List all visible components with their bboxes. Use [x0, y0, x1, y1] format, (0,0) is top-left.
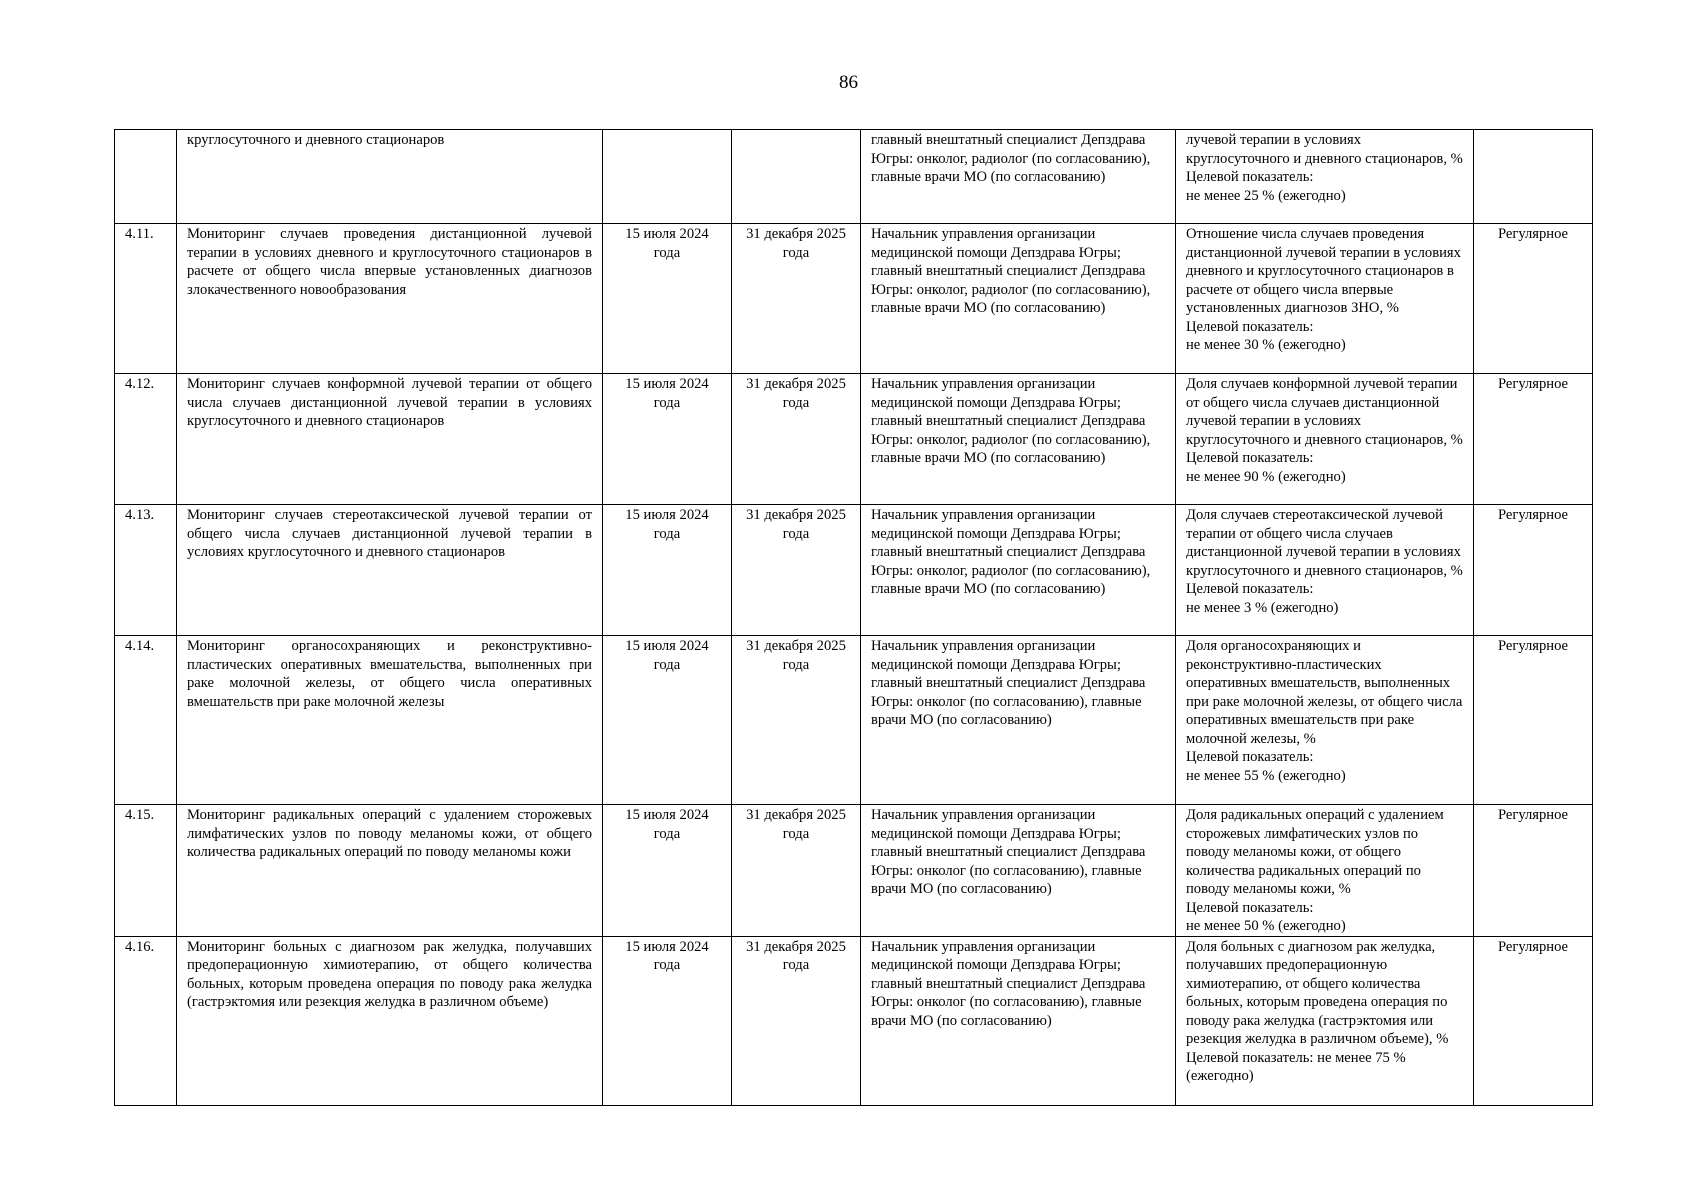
- event-type: [1474, 130, 1593, 224]
- end-date: 31 декабря 2025 года: [732, 636, 861, 805]
- task-description: Мониторинг больных с диагнозом рак желудка, получавших предоперационную химиотерапию, от общего количества больных, которым проведена операция по поводу рака желудка (гастрэктомия или резекция желудка в различном объеме): [177, 936, 603, 1105]
- responsible: Начальник управления организации медицинской помощи Депздрава Югры; главный внештатный специалист Депздрава Югры: онколог (по согласованию), главные врачи МО (по согласованию): [861, 936, 1176, 1105]
- task-description: Мониторинг случаев конформной лучевой терапии от общего числа случаев дистанционной лучевой терапии в условиях круглосуточного и дневного стационаров: [177, 374, 603, 505]
- responsible: Начальник управления организации медицинской помощи Депздрава Югры; главный внештатный специалист Депздрава Югры: онколог, радиолог (по согласованию), главные врачи МО (по согласованию): [861, 505, 1176, 636]
- event-type: Регулярное: [1474, 224, 1593, 374]
- start-date: 15 июля 2024 года: [603, 374, 732, 505]
- task-description: Мониторинг органосохраняющих и реконструктивно-пластических оперативных вмешательства, выполненных при раке молочной железы, от общего числа оперативных вмешательств при раке молочной железы: [177, 636, 603, 805]
- indicator-text: Доля больных с диагнозом рак желудка, получавших предоперационную химиотерапию, от общего количества больных, которым проведена операция по поводу рака желудка (гастрэктомия или резекция желудка в различном объеме), %: [1186, 938, 1449, 1047]
- indicator-target-value: не менее 30 % (ежегодно): [1186, 337, 1346, 353]
- indicator: [1176, 805, 1474, 937]
- indicator-target-label: Целевой показатель:: [1186, 450, 1314, 466]
- event-type: Регулярное: [1474, 374, 1593, 505]
- indicator-text: Доля органосохраняющих и реконструктивно-пластических оперативных вмешательств, выполненных при раке молочной железы, от общего числа оперативных вмешательств при раке молочной железы, %: [1186, 638, 1463, 747]
- indicator-text: Доля радикальных операций с удалением сторожевых лимфатических узлов по поводу меланомы кожи, от общего количества радикальных операций по поводу меланомы кожи, %: [1186, 807, 1444, 897]
- indicator: [1176, 505, 1474, 636]
- indicator-target-label: Целевой показатель:: [1186, 169, 1314, 185]
- end-date: [732, 130, 861, 224]
- action-plan-table: [114, 129, 1593, 1106]
- end-date: 31 декабря 2025 года: [732, 505, 861, 636]
- indicator-text: Доля случаев конформной лучевой терапии от общего числа случаев дистанционной лучевой терапии в условиях круглосуточного и дневного стационаров, %: [1186, 376, 1463, 448]
- row-number: 4.16.: [115, 936, 177, 1105]
- end-date: 31 декабря 2025 года: [732, 805, 861, 937]
- event-type: Регулярное: [1474, 805, 1593, 937]
- indicator-text: Доля случаев стереотаксической лучевой терапии от общего числа случаев дистанционной лучевой терапии в условиях круглосуточного и дневного стационаров, %: [1186, 507, 1463, 579]
- indicator-text: лучевой терапии в условиях круглосуточного и дневного стационаров, %: [1186, 132, 1463, 167]
- row-number: 4.14.: [115, 636, 177, 805]
- task-description: круглосуточного и дневного стационаров: [177, 130, 603, 224]
- event-type: Регулярное: [1474, 505, 1593, 636]
- indicator-target-value: не менее 55 % (ежегодно): [1186, 767, 1346, 784]
- start-date: 15 июля 2024 года: [603, 636, 732, 805]
- indicator: [1176, 374, 1474, 505]
- table-row: [115, 805, 1593, 937]
- table-body: [115, 130, 1593, 1106]
- indicator-target-value: не менее 90 % (ежегодно): [1186, 468, 1346, 485]
- indicator-target-value: не менее 3 % (ежегодно): [1186, 599, 1339, 616]
- row-number: [115, 130, 177, 224]
- table-row: [115, 224, 1593, 374]
- event-type: Регулярное: [1474, 636, 1593, 805]
- start-date: 15 июля 2024 года: [603, 936, 732, 1105]
- table-row: [115, 936, 1593, 1105]
- indicator-target-value: не менее 25 % (ежегодно): [1186, 187, 1346, 204]
- page-number: 86: [839, 72, 858, 93]
- responsible: Начальник управления организации медицинской помощи Депздрава Югры; главный внештатный специалист Депздрава Югры: онколог, радиолог (по согласованию), главные врачи МО (по согласованию): [861, 374, 1176, 505]
- start-date: 15 июля 2024 года: [603, 224, 732, 374]
- row-number: 4.11.: [115, 224, 177, 374]
- task-description: Мониторинг случаев проведения дистанционной лучевой терапии в условиях дневного и круглосуточного стационаров в расчете от общего числа впервые установленных диагнозов злокачественного новообразования: [177, 224, 603, 374]
- indicator-target-value: не менее 50 % (ежегодно): [1186, 918, 1346, 934]
- indicator-target-label: Целевой показатель:: [1186, 749, 1314, 765]
- responsible: Начальник управления организации медицинской помощи Депздрава Югры; главный внештатный специалист Депздрава Югры: онколог (по согласованию), главные врачи МО (по согласованию): [861, 805, 1176, 937]
- task-description: Мониторинг радикальных операций с удалением сторожевых лимфатических узлов по поводу меланомы кожи, от общего количества радикальных операций по поводу меланомы кожи: [177, 805, 603, 937]
- start-date: 15 июля 2024 года: [603, 505, 732, 636]
- indicator: [1176, 636, 1474, 805]
- responsible: Начальник управления организации медицинской помощи Депздрава Югры; главный внештатный специалист Депздрава Югры: онколог (по согласованию), главные врачи МО (по согласованию): [861, 636, 1176, 805]
- indicator-text: Отношение числа случаев проведения дистанционной лучевой терапии в условиях дневного и круглосуточного стационаров в расчете от общего числа впервые установленных диагнозов ЗНО, %: [1186, 226, 1461, 316]
- responsible: главный внештатный специалист Депздрава Югры: онколог, радиолог (по согласованию), главные врачи МО (по согласованию): [861, 130, 1176, 224]
- indicator-target-label: Целевой показатель:: [1186, 899, 1314, 916]
- indicator-target-label: Целевой показатель:: [1186, 318, 1314, 335]
- row-number: 4.15.: [115, 805, 177, 937]
- responsible: Начальник управления организации медицинской помощи Депздрава Югры; главный внештатный специалист Депздрава Югры: онколог, радиолог (по согласованию), главные врачи МО (по согласованию): [861, 224, 1176, 374]
- end-date: 31 декабря 2025 года: [732, 224, 861, 374]
- row-number: 4.13.: [115, 505, 177, 636]
- indicator: [1176, 130, 1474, 224]
- indicator-target-value: Целевой показатель: не менее 75 % (ежегодно): [1186, 1049, 1406, 1084]
- task-description: Мониторинг случаев стереотаксической лучевой терапии от общего числа случаев дистанционной лучевой терапии в условиях круглосуточного и дневного стационаров: [177, 505, 603, 636]
- end-date: 31 декабря 2025 года: [732, 374, 861, 505]
- indicator: [1176, 224, 1474, 374]
- row-number: 4.12.: [115, 374, 177, 505]
- event-type: Регулярное: [1474, 936, 1593, 1105]
- start-date: 15 июля 2024 года: [603, 805, 732, 937]
- indicator: [1176, 936, 1474, 1105]
- start-date: [603, 130, 732, 224]
- table-row: [115, 636, 1593, 805]
- end-date: 31 декабря 2025 года: [732, 936, 861, 1105]
- table-row: [115, 505, 1593, 636]
- indicator-target-label: Целевой показатель:: [1186, 581, 1314, 597]
- table-row: [115, 130, 1593, 224]
- table-row: [115, 374, 1593, 505]
